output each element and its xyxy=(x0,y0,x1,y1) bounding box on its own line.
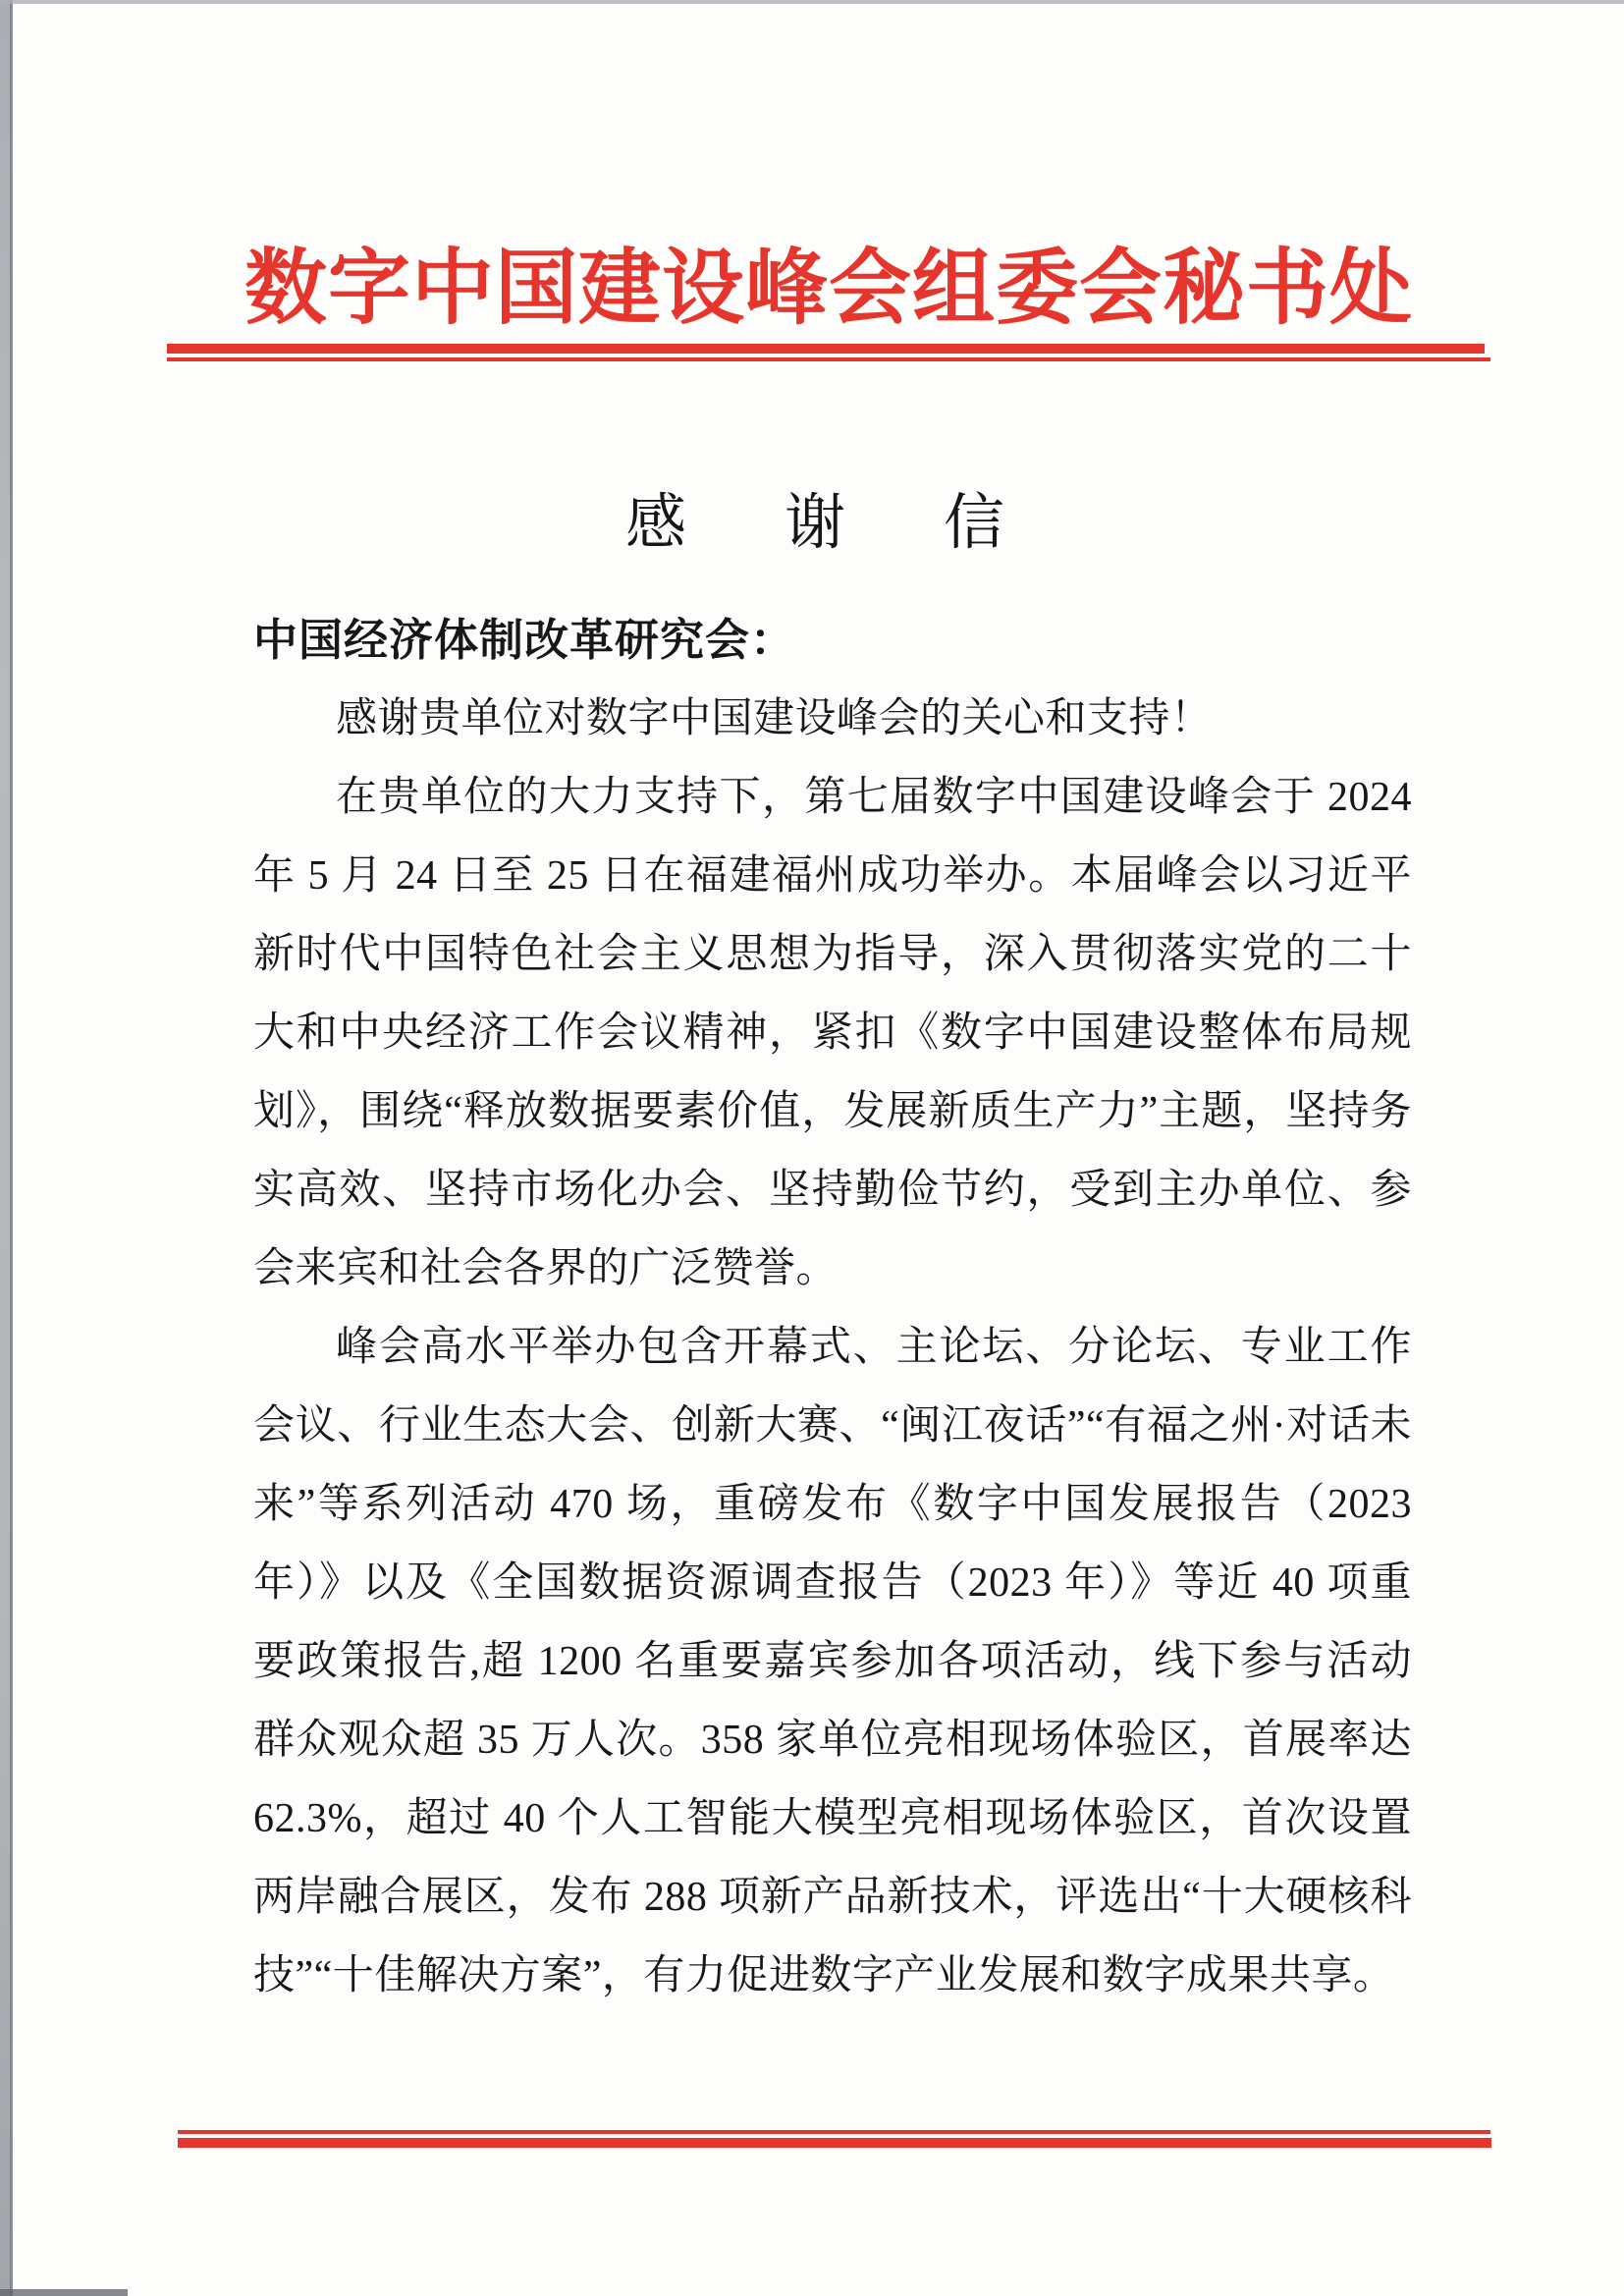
body-paragraph-3: 峰会高水平举办包含开幕式、主论坛、分论坛、专业工作会议、行业生态大会、创新大赛、“闽江夜话”“有福之州·对话未来”等系列活动 470 场，重磅发布《数字中国发展报告（2023 年）》以及《全国数据资源调查报告（2023 年）》等近 40 项重要政策报告,超 1200 名重要嘉宾参加各项活动，线下参与活动群众观众超 35 万人次。358 家单位亮相现场体验区，首展率达 62.3%，超过 40 个人工智能大模型亮相现场体验区，首次设置两岸融合展区，发布 288 项新产品新技术，评选出“十大硬核科技”“十佳解决方案”，有力促进数字产业发展和数字成果共享。 xyxy=(253,1325,1412,1998)
letterhead-text: 数字中国建设峰会组委会秘书处 xyxy=(244,244,1413,335)
footer-rule-thick xyxy=(178,2138,1491,2148)
header-rule-thick xyxy=(167,344,1485,354)
page-title-wrap xyxy=(167,479,1490,568)
scan-edge-left-line xyxy=(10,0,13,2296)
page-title: 感谢信 xyxy=(624,490,1103,557)
footer-rule-thin xyxy=(178,2130,1490,2134)
letter-body xyxy=(253,601,1412,2015)
body-paragraph-1: 感谢贵单位对数字中国建设峰会的关心和支持！ xyxy=(336,696,1213,741)
body-paragraph-2: 在贵单位的大力支持下，第七届数字中国建设峰会于 2024 年 5 月 24 日至 25 日在福建福州成功举办。本届峰会以习近平新时代中国特色社会主义思想为指导，深入贯彻落实党的二十大和中央经济工作会议精神，紧扣《数字中国建设整体布局规划》，围绕“释放数据要素价值，发展新质生产力”主题，坚持务实高效、坚持市场化办会、坚持勤俭节约，受到主办单位、参会来宾和社会各界的广泛赞誉。 xyxy=(253,775,1412,1291)
salutation: 中国经济体制改革研究会： xyxy=(253,615,796,665)
scan-edge-bottom xyxy=(0,2289,128,2296)
header-rule-thin xyxy=(167,357,1490,361)
scan-edge-top xyxy=(0,0,1624,4)
letterhead-banner xyxy=(167,236,1490,354)
